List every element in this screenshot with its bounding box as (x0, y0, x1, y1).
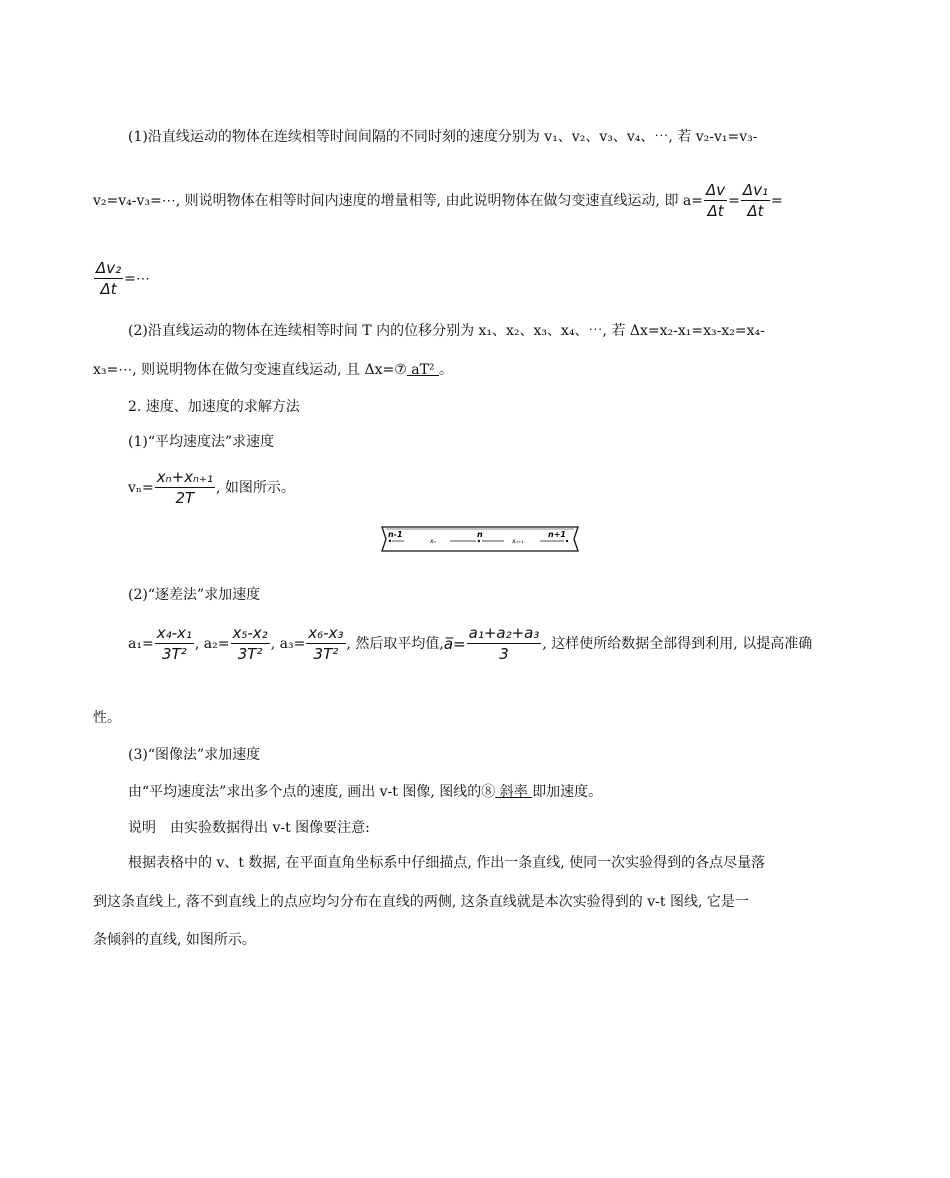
fraction-numerator: x₆-x₃ (308, 624, 344, 642)
answer-blank-7: aT² (406, 362, 439, 378)
tape-diagram (380, 524, 580, 554)
fraction-numerator: Δv₁ (742, 181, 769, 199)
formula-lhs: vₙ= (128, 479, 154, 496)
method1-title: (1)“平均速度法”求速度 (128, 434, 275, 450)
answer-blank-8: 斜率 (495, 784, 533, 800)
method2-cont: 性。 (93, 710, 121, 726)
equals-sign: = (728, 192, 740, 209)
method3-text: 由“平均速度法”求出多个点的速度, 画出 v-t 图像, 图线的⑧ (128, 784, 496, 800)
para1-line2 (93, 181, 783, 220)
ellipsis-tail: =⋯ (124, 270, 150, 287)
a2-lhs: , a₂= (194, 635, 230, 652)
formula-after: , 如图所示。 (215, 479, 295, 496)
fraction-numerator: Δv (705, 181, 726, 199)
fraction-denominator: Δt (747, 202, 764, 220)
method2-formula (128, 624, 812, 663)
fraction-denominator: Δt (100, 280, 117, 298)
note-line3: 条倾斜的直线, 如图所示。 (93, 932, 256, 948)
average-intro: , 然后取平均值, (346, 635, 444, 652)
para1-line2-text: v₂=v₄-v₃=⋯, 则说明物体在相等时间内速度的增量相等, 由此说明物体在做匀变速直线运动, 即 a= (93, 192, 703, 209)
a-bar: a̅= (443, 634, 466, 653)
fraction-average-velocity (155, 468, 215, 507)
fraction-numerator: Δv₂ (96, 259, 122, 277)
tape-label-xn: xₙ (430, 538, 436, 545)
para2-line2 (93, 360, 453, 380)
equals-sign: = (771, 192, 783, 209)
note-line2: 到这条直线上, 落不到直线上的点应均匀分布在直线的两侧, 这条直线就是本次实验得到的 v-t 图线, 它是一 (93, 894, 749, 910)
fraction-numerator: x₅-x₂ (232, 624, 268, 642)
fraction-denominator: 3T² (313, 645, 339, 663)
para2-line2-text: x₃=⋯, 则说明物体在做匀变速直线运动, 且 Δx=⑦ (93, 362, 407, 378)
note-line1: 根据表格中的 v、t 数据, 在平面直角坐标系中仔细描点, 作出一条直线, 使同一次实验得到的各点尽量落 (128, 855, 766, 871)
fraction-numerator: x₄-x₁ (156, 624, 192, 642)
tape-label-xn-plus-1: xₙ₊₁ (512, 538, 524, 545)
fraction-a3 (306, 624, 345, 663)
fraction-denominator: 3T² (237, 645, 263, 663)
tape-label-n-plus-1: n+1 (548, 530, 566, 539)
method1-formula (128, 468, 295, 507)
method3-line (128, 782, 602, 802)
note-heading: 说明 由实验数据得出 v-t 图像要注意: (128, 820, 370, 836)
para2-line1: (2)沿直线运动的物体在连续相等时间 T 内的位移分别为 x₁、x₂、x₃、x₄、⋯, 若 Δx=x₂-x₁=x₃-x₂=x₄- (128, 323, 765, 339)
fraction-denominator: 3 (499, 645, 509, 663)
fraction-numerator: a₁+a₂+a₃ (468, 624, 540, 642)
fraction-dv2-dt (94, 259, 123, 298)
fraction-average-acceleration (467, 624, 542, 663)
tape-label-n-minus-1: n-1 (388, 530, 403, 539)
method3-end: 即加速度。 (532, 784, 603, 800)
fraction-dv1-dt (741, 181, 770, 220)
para2-end: 。 (438, 362, 453, 378)
fraction-a1 (155, 624, 194, 663)
method3-title: (3)“图像法”求加速度 (128, 747, 261, 763)
fraction-denominator: Δt (707, 202, 724, 220)
a3-lhs: , a₃= (270, 635, 306, 652)
para1-line1: (1)沿直线运动的物体在连续相等时间间隔的不同时刻的速度分别为 v₁、v₂、v₃、v₄、⋯, 若 v₂-v₁=v₃- (128, 129, 758, 145)
a1-lhs: a₁= (128, 635, 154, 652)
fraction-numerator: xₙ+xₙ₊₁ (156, 468, 213, 486)
method2-after: , 这样使所给数据全部得到利用, 以提高准确 (542, 635, 813, 652)
para1-line3 (93, 259, 150, 298)
fraction-dv-dt (704, 181, 727, 220)
fraction-a2 (231, 624, 270, 663)
fraction-denominator: 3T² (161, 645, 187, 663)
tape-label-n: n (477, 530, 483, 539)
fraction-denominator: 2T (175, 489, 195, 507)
method2-title: (2)“逐差法”求加速度 (128, 587, 261, 603)
section-heading: 2. 速度、加速度的求解方法 (128, 399, 300, 415)
